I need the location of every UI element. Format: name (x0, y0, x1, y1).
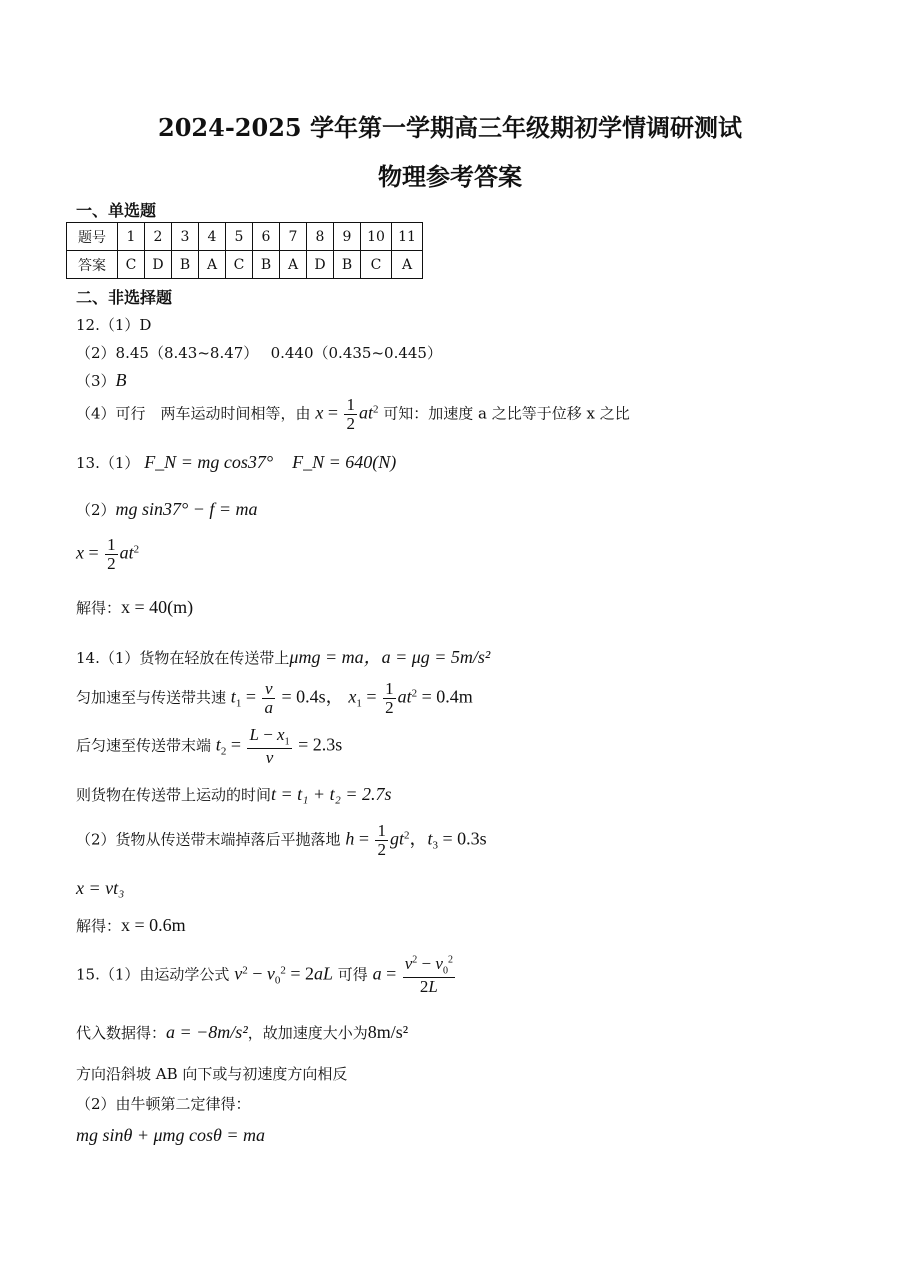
table-cell: A (392, 251, 423, 279)
q15-line1: 15.（1）由运动学公式 $v^2 - v_0^2 = 2aL$ 可得 a = $\frac{v^2 - v_0^2}{2L}$ (76, 954, 453, 996)
table-cell: 7 (280, 223, 307, 251)
table-cell: 1 (118, 223, 145, 251)
q13-line4-prefix: 解得： (76, 599, 122, 617)
q13-line2 (76, 499, 258, 520)
q15-line2-mid: ，故加速度大小为 (247, 1024, 368, 1042)
q14-line1 (76, 643, 490, 669)
table-cell: D (145, 251, 172, 279)
table-cell: A (280, 251, 307, 279)
q13-eq3: mg sin37° − f = ma (115, 499, 258, 519)
table-cell: 11 (392, 223, 423, 251)
q14-line1-prefix: 14.（1）货物在轻放在传送带上 (76, 649, 290, 667)
q12-line4: （4）可行 两车运动时间相等，由 x = $\frac{1}{2}$ $at^2$ 可知：加速度 a 之比等于位移 x 之比 (76, 395, 630, 433)
q14-eq-time: t = t₁ + t₂ = 2.7s (271, 784, 392, 804)
table-cell: 2 (145, 223, 172, 251)
section-single-choice: 一、单选题 (76, 201, 157, 220)
table-cell: B (172, 251, 199, 279)
q12-line3-prefix: （3） (76, 372, 116, 390)
table-cell: 4 (199, 223, 226, 251)
document-title: 2024-2025 学年第一学期高三年级期初学情调研测试 (158, 113, 742, 142)
q15-eq-a: a = −8m/s² (166, 1022, 248, 1042)
table-cell: 5 (226, 223, 253, 251)
q13-eq1: F_N = mg cos37° (144, 452, 274, 472)
q13-line2-prefix: （2） (76, 501, 116, 519)
q15-line4: （2）由牛顿第二定律得： (76, 1095, 251, 1113)
answer-table-number-row (67, 223, 423, 251)
q12-line4-suffix: 可知：加速度 a 之比等于位移 x 之比 (383, 404, 630, 423)
table-cell: C (361, 251, 392, 279)
q15-line1-mid: 可得 (337, 965, 368, 984)
table-cell: B (334, 251, 361, 279)
q15-line5 (76, 1125, 265, 1146)
answer-table (66, 222, 423, 279)
q15-eq-newton: mg sinθ + μmg cosθ = ma (76, 1125, 266, 1145)
q14-line3: 后匀速至传送带末端 $t_2$ = $\frac{L - x_1}{v}$ = 2.3s (76, 725, 343, 767)
table-cell: C (226, 251, 253, 279)
q14-line3-prefix: 后匀速至传送带末端 (76, 736, 212, 755)
q13-line1 (76, 452, 396, 473)
q12-line1: 12.（1）D (76, 316, 152, 334)
q14-line5-prefix: （2）货物从传送带末端掉落后平抛落地 (76, 830, 341, 849)
q14-line6 (76, 878, 124, 899)
table-header-answer: 答案 (67, 251, 118, 279)
q14-result: x = 0.6m (121, 915, 186, 935)
table-cell: 10 (361, 223, 392, 251)
q14-line2-prefix: 匀加速至与传送带共速 (76, 688, 227, 707)
q14-line7-prefix: 解得： (76, 917, 122, 935)
q15-line2 (76, 1022, 408, 1043)
q14-line4-prefix: 则货物在传送带上运动的时间 (76, 786, 272, 804)
table-cell: C (118, 251, 145, 279)
table-cell: D (307, 251, 334, 279)
table-cell: 8 (307, 223, 334, 251)
document-subtitle: 物理参考答案 (378, 162, 522, 191)
q14-line2: 匀加速至与传送带共速 $t_1$ = $\frac{v}{a}$ = 0.4s， $x_1$ = $\frac{1}{2}$ $at^2 = 0.4m$ (76, 679, 473, 717)
q14-eq-x: x = vt₃ (76, 878, 125, 898)
answer-table-answer-row (67, 251, 423, 279)
q14-eq1: μmg = ma，a = μg = 5m/s² (289, 647, 491, 667)
q13-line3: x = $\frac{1}{2}$ $at^2$ (76, 535, 140, 573)
q15-line2-prefix: 代入数据得： (76, 1024, 167, 1042)
section-non-choice: 二、非选择题 (76, 288, 173, 307)
q13-result: x = 40(m) (121, 597, 194, 617)
q15-line1-prefix: 15.（1）由运动学公式 (76, 965, 230, 984)
q15-line3: 方向沿斜坡 AB 向下或与初速度方向相反 (76, 1065, 348, 1083)
q12-line4-prefix: （4）可行 两车运动时间相等，由 (76, 404, 311, 423)
q12-line2: （2）8.45（8.43~8.47） 0.440（0.435~0.445） (76, 344, 442, 362)
q15-value: 8m/s² (367, 1022, 409, 1042)
q14-line7 (76, 915, 186, 936)
table-cell: B (253, 251, 280, 279)
q12-line3-answer: B (115, 370, 127, 390)
table-cell: A (199, 251, 226, 279)
table-cell: 3 (172, 223, 199, 251)
q13-line1-prefix: 13.（1） (76, 454, 140, 472)
table-cell: 6 (253, 223, 280, 251)
q14-line5: （2）货物从传送带末端掉落后平抛落地 h = $\frac{1}{2}$ $gt^2$，$t_3 = 0.3s$ (76, 821, 487, 859)
table-header-number: 题号 (67, 223, 118, 251)
q14-line4 (76, 784, 391, 805)
q12-line3 (76, 370, 127, 391)
table-cell: 9 (334, 223, 361, 251)
q13-eq2: F_N = 640(N) (292, 452, 397, 472)
q13-line4 (76, 597, 193, 618)
